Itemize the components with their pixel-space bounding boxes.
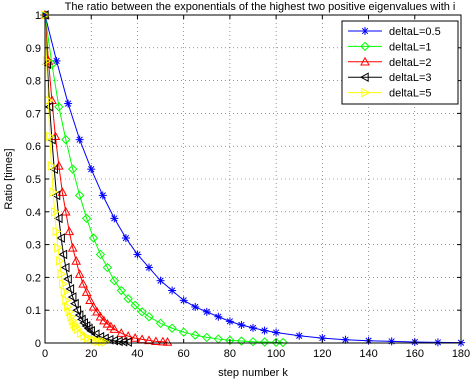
data-point [434,338,442,346]
data-point [272,329,280,337]
x-tick-label: 160 [405,348,424,360]
x-tick-label: 120 [313,348,332,360]
x-tick-label: 80 [223,348,237,360]
y-axis-label: Ratio [times] [3,148,15,210]
y-tick-label: 0.1 [25,305,41,318]
y-tick-label: 0.2 [25,272,41,285]
y-tick-label: 1 [34,10,41,22]
x-tick-label: 0 [41,348,49,360]
data-point [237,321,245,329]
data-point [388,337,396,345]
data-point [226,317,234,325]
chart-title: The ratio between the exponentials of the highest two positive eigenvalues with i [64,1,456,13]
x-tick-label: 40 [131,348,144,360]
x-tick-label: 20 [85,348,98,360]
data-point [168,287,176,295]
y-tick-label: 0.8 [25,75,41,88]
x-tick-label: 140 [359,348,378,360]
legend-label: deltaL=0.5 [389,26,441,38]
y-tick-label: 0 [34,338,41,350]
data-point [295,332,303,340]
y-tick-label: 0.6 [25,141,41,154]
data-point [261,327,269,335]
legend-label: deltaL=2 [389,56,432,69]
y-tick-label: 0.7 [25,108,41,121]
legend-label: deltaL=1 [389,41,432,54]
x-tick-label: 60 [177,348,190,360]
y-tick-label: 0.4 [25,206,41,219]
data-point [53,57,61,65]
data-point [157,277,165,285]
data-point [249,324,257,332]
legend-label: deltaL=5 [389,87,432,100]
legend [342,21,458,104]
x-tick-label: 180 [451,348,471,360]
legend-label: deltaL=3 [389,72,432,85]
x-axis-label: step number k [218,367,288,379]
y-tick-label: 0.3 [25,239,41,252]
x-tick-label: 100 [266,348,286,360]
data-point [145,264,153,272]
data-point [133,250,141,258]
data-point [361,27,369,35]
y-tick-label: 0.5 [25,174,41,186]
y-tick-label: 0.9 [25,42,41,55]
